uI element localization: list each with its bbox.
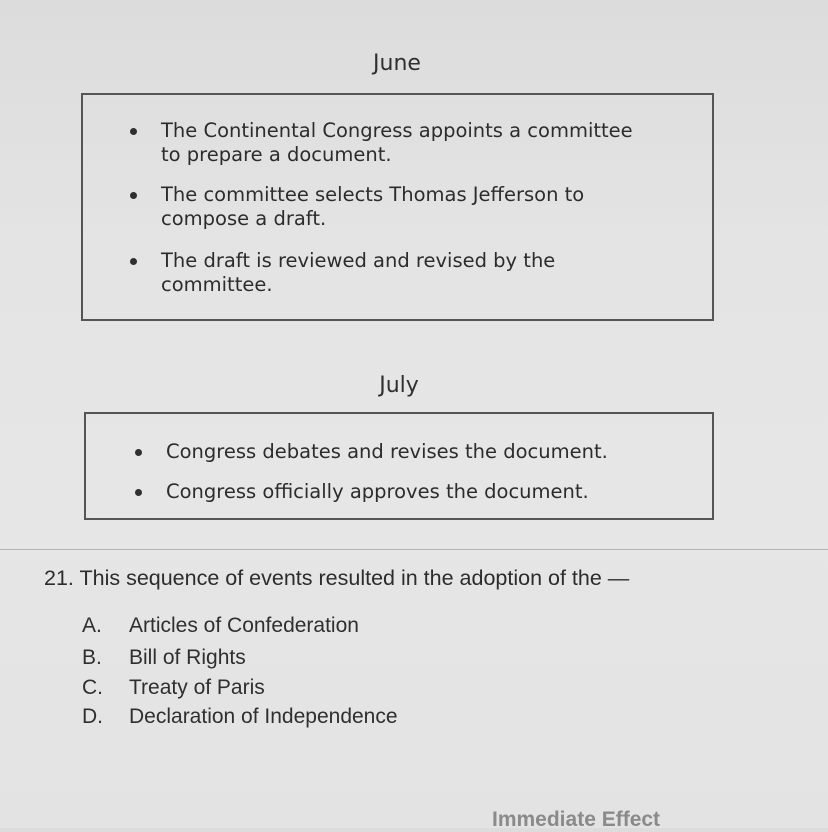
choice-letter: B.	[82, 646, 102, 669]
bullet-icon	[130, 192, 137, 199]
choice-text: Declaration of Independence	[129, 705, 398, 728]
june-event-item: The draft is reviewed and revised by the committee.	[161, 249, 555, 297]
bullet-icon	[130, 128, 137, 135]
june-event-item: The committee selects Thomas Jefferson to compose a draft.	[161, 183, 584, 231]
choice-text: Treaty of Paris	[129, 676, 265, 699]
answer-choice-d[interactable]	[82, 705, 398, 729]
july-events-box	[84, 412, 714, 520]
answer-choice-b[interactable]	[82, 646, 246, 670]
next-section-heading: Immediate Effect	[492, 808, 661, 831]
choice-text: Articles of Confederation	[129, 614, 359, 637]
july-heading: July	[379, 373, 419, 398]
answer-choice-c[interactable]	[82, 676, 265, 700]
bullet-icon	[135, 449, 142, 456]
question-stem: 21. This sequence of events resulted in the adoption of the —	[44, 566, 630, 590]
june-events-box	[81, 93, 714, 321]
june-event-item: The Continental Congress appoints a committee to prepare a document.	[161, 119, 633, 167]
choice-letter: D.	[82, 705, 103, 728]
july-event-item: Congress officially approves the document.	[166, 480, 589, 504]
july-event-item: Congress debates and revises the document.	[166, 440, 608, 464]
bullet-icon	[130, 258, 137, 265]
choice-text: Bill of Rights	[129, 646, 246, 669]
section-divider	[0, 549, 828, 550]
choice-letter: A.	[82, 614, 102, 637]
choice-letter: C.	[82, 676, 103, 699]
answer-choice-a[interactable]	[82, 614, 359, 638]
bullet-icon	[135, 489, 142, 496]
june-heading: June	[373, 51, 421, 76]
